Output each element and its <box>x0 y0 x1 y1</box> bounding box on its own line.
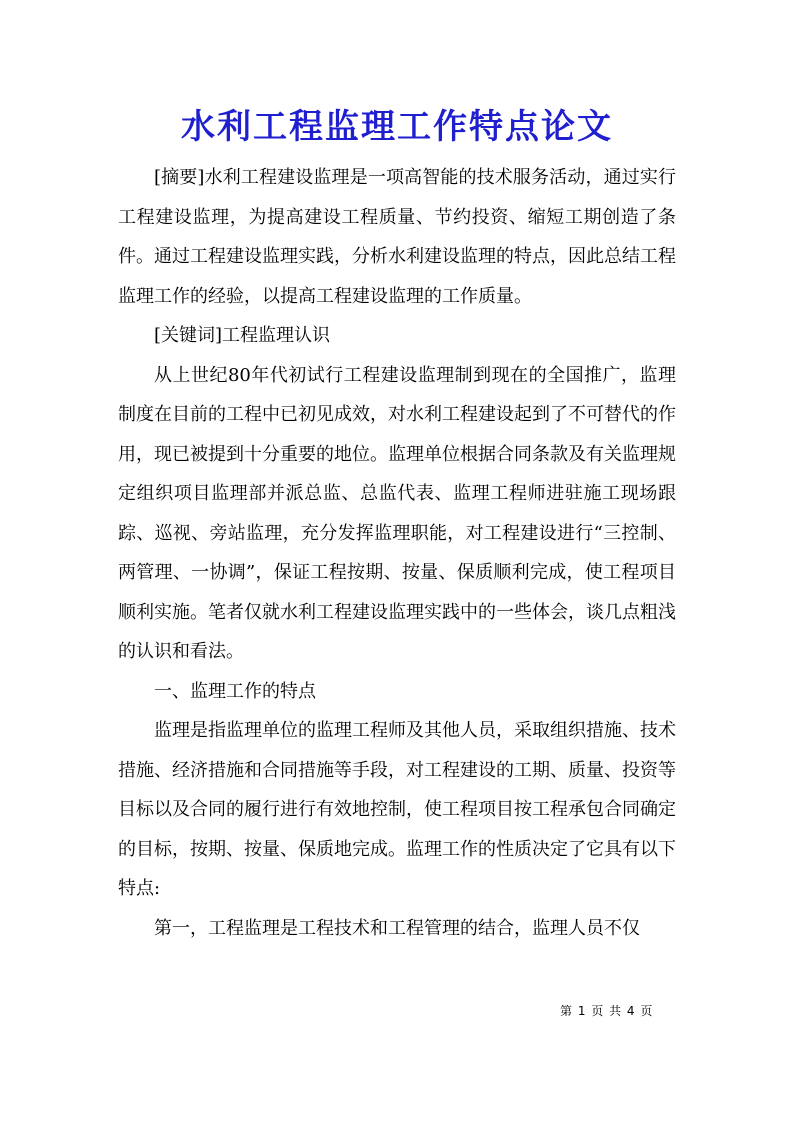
document-page <box>118 100 676 948</box>
intro-paragraph: 从上世纪80年代初试行工程建设监理制到现在的全国推广，监理制度在目前的工程中已初见成效，对水利工程建设起到了不可替代的作用，现已被提到十分重要的地位。监理单位根据合同条款及有关监理规定组织项目监理部并派总监、总监代表、监理工程师进驻施工现场跟踪、巡视、旁站监理，充分发挥监理职能，对工程建设进行“三控制、两管理、一协调”，保证工程按期、按量、保质顺利完成，使工程项目顺利实施。笔者仅就水利工程建设监理实践中的一些体会，谈几点粗浅的认识和看法。 <box>118 364 676 662</box>
body-paragraph: 监理是指监理单位的监理工程师及其他人员，采取组织措施、技术措施、经济措施和合同措施等手段，对工程建设的工期、质量、投资等目标以及合同的履行进行有效地控制，使工程项目按工程承包合同确定的目标，按期、按量、保质地完成。监理工作的性质决定了它具有以下特点: <box>118 720 676 899</box>
page-number-footer: 第 1 页 共 4 页 <box>560 1004 654 1018</box>
keywords-paragraph: [关键词]工程监理认识 <box>154 325 331 346</box>
document-title: 水利工程监理工作特点论文 <box>181 107 613 147</box>
section-heading: 一、监理工作的特点 <box>154 680 316 702</box>
body-paragraph: 第一，工程监理是工程技术和工程管理的结合，监理人员不仅 <box>154 917 640 939</box>
abstract-paragraph: [摘要]水利工程建设监理是一项高智能的技术服务活动，通过实行工程建设监理，为提高建设工程质量、节约投资、缩短工期创造了条件。通过工程建设监理实践，分析水利建设监理的特点，因此总结工程监理工作的经验，以提高工程建设监理的工作质量。 <box>118 167 676 307</box>
